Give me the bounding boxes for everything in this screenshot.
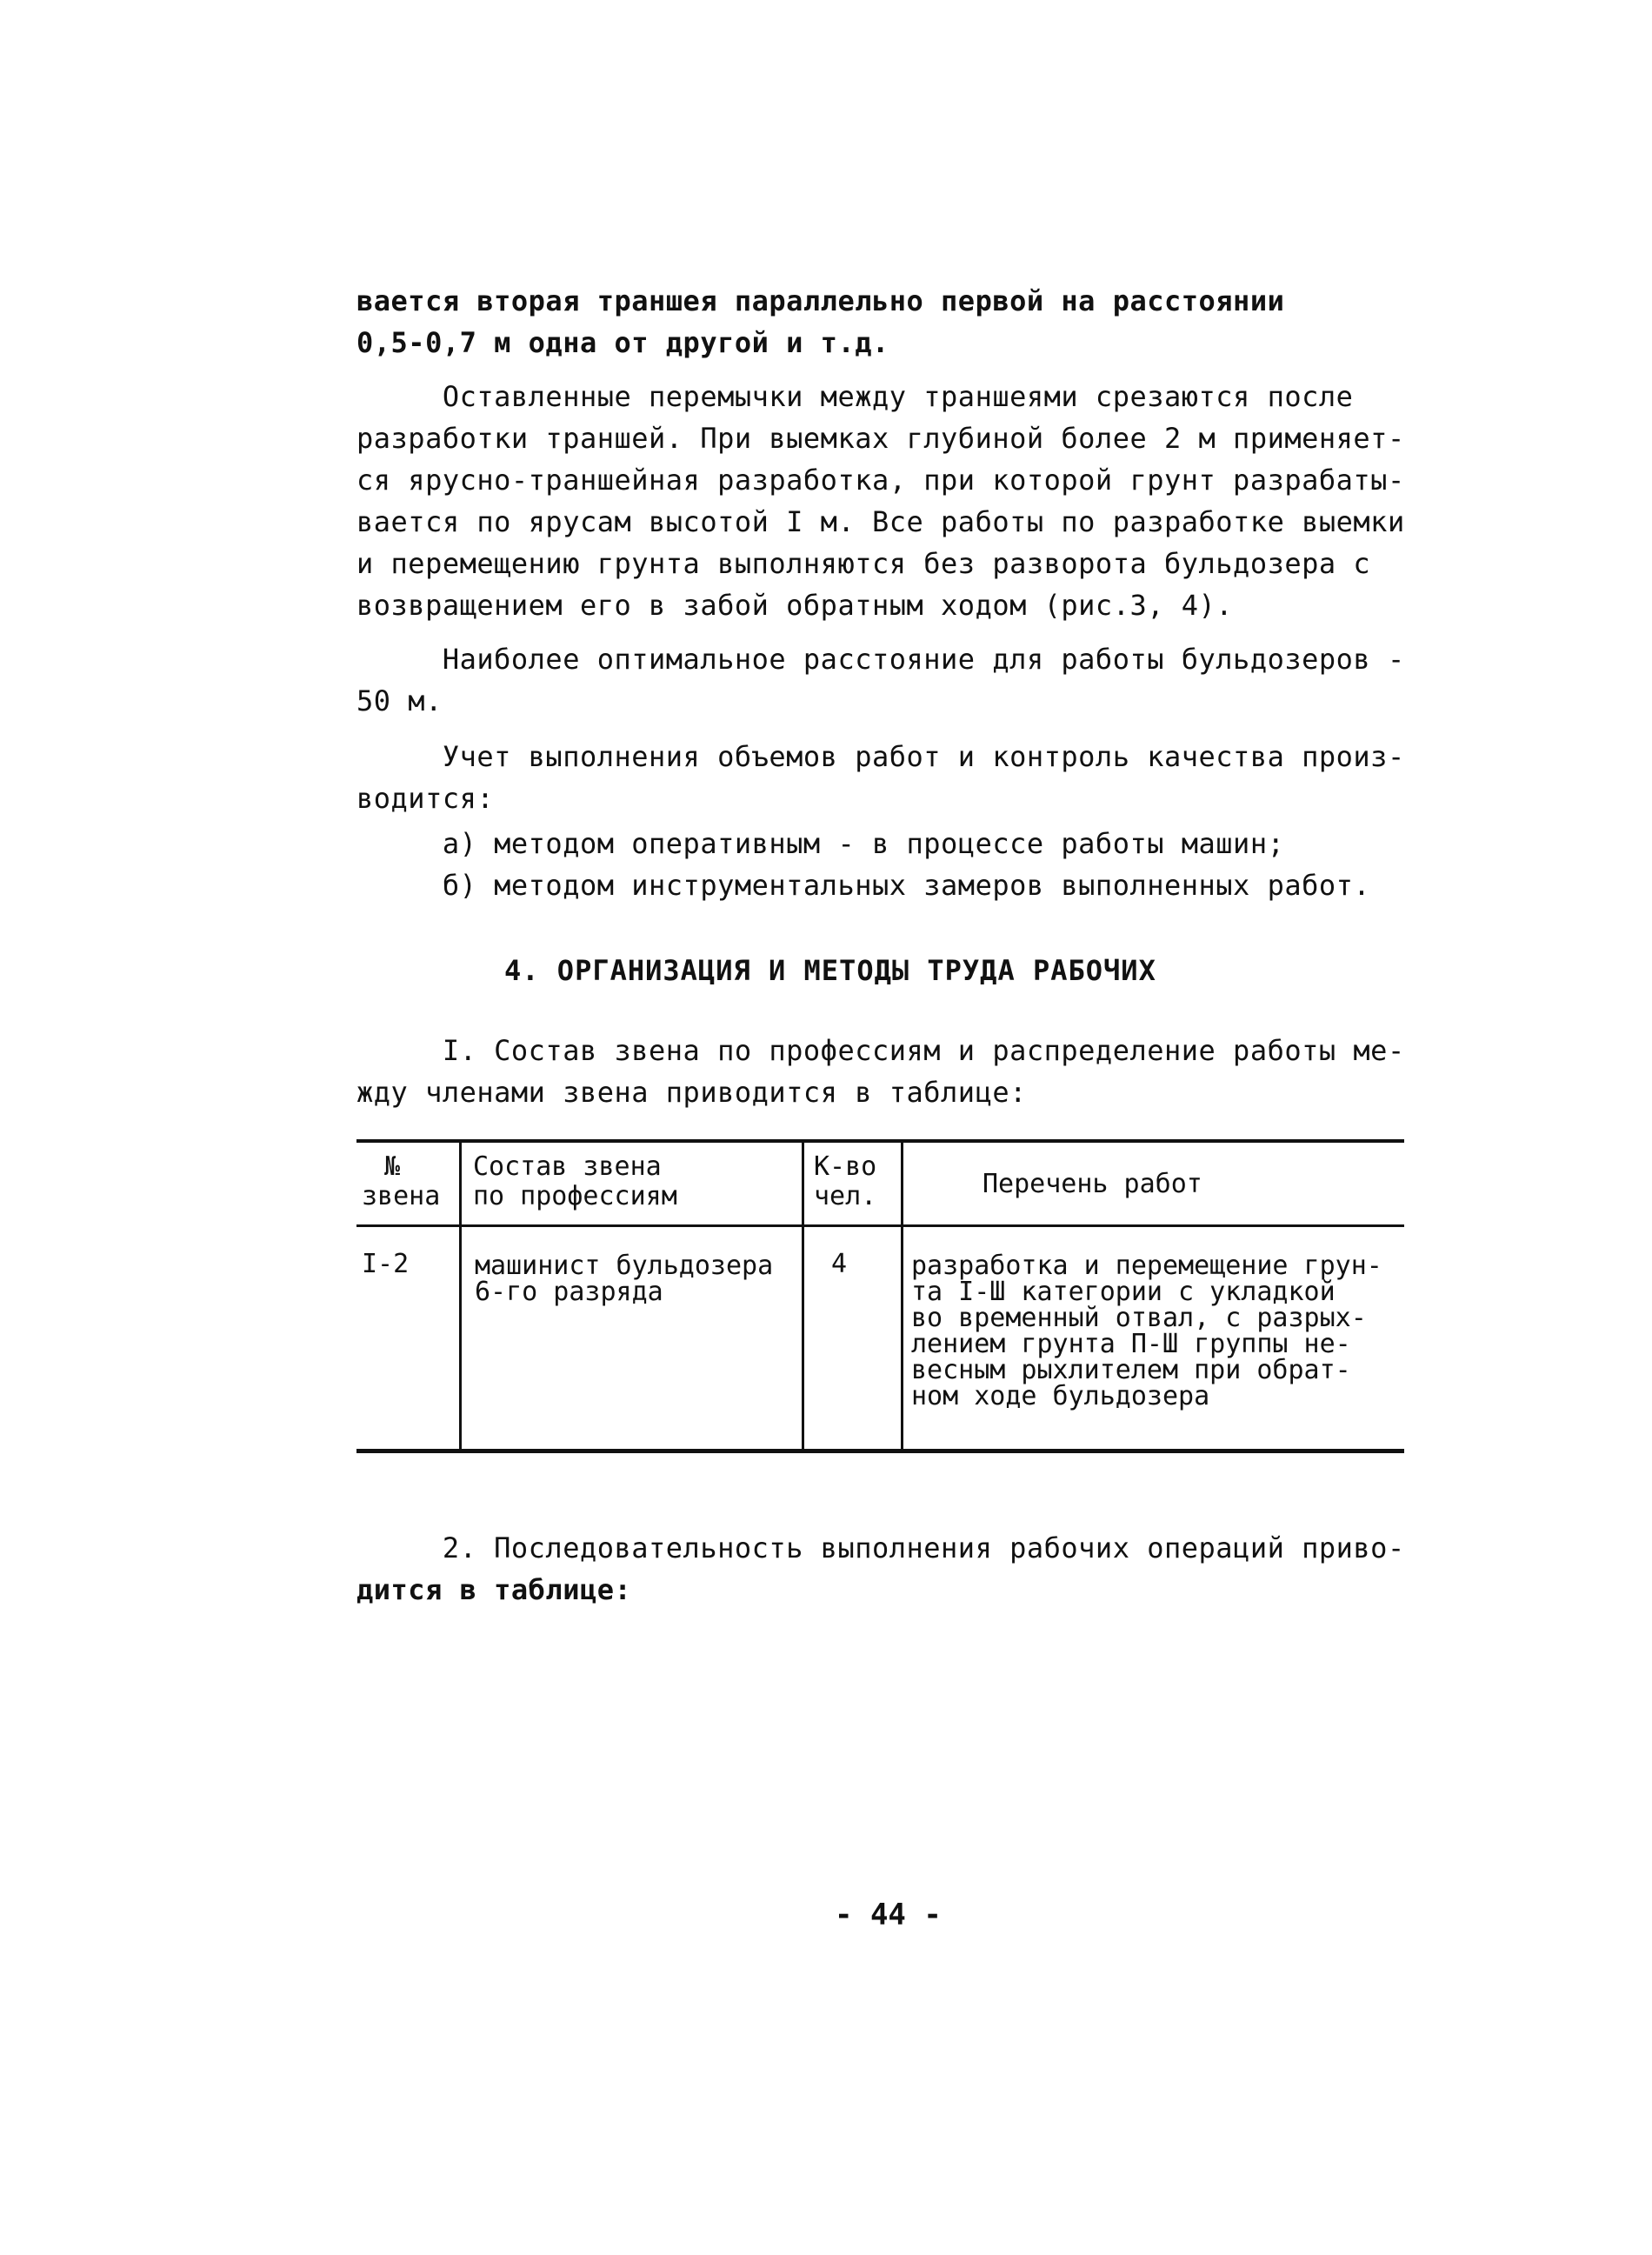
table-top-rule [356, 1139, 1404, 1143]
page-number: - 44 - [835, 1898, 942, 1932]
paragraph-4-line-2: водится: [356, 782, 495, 815]
crew-table [356, 1139, 1404, 1454]
row-work-line-3: во временный отвал, с разрых- [911, 1303, 1367, 1333]
row-number: I-2 [362, 1249, 410, 1279]
row-composition-line-2: 6-го разряда [475, 1277, 663, 1307]
paragraph-2-line-1: Оставленные перемычки между траншеями срезаются после [356, 380, 1354, 413]
row-work-line-4: лением грунта П-Ш группы не- [911, 1329, 1351, 1359]
paragraph-2-line-3: ся ярусно-траншейная разработка, при которой грунт разрабаты- [356, 464, 1405, 497]
table-bottom-rule [356, 1449, 1404, 1453]
table-column-divider [901, 1139, 903, 1453]
item-1-line-1: I. Состав звена по профессиям и распределение работы ме- [356, 1034, 1405, 1067]
paragraph-2-line-4: вается по ярусам высотой I м. Все работы по разработке выемки [356, 505, 1405, 538]
row-work-line-2: та I-Ш категории с укладкой [911, 1277, 1336, 1307]
paragraph-4-line-1: Учет выполнения объемов работ и контроль качества произ- [356, 740, 1405, 773]
row-work-line-6: ном ходе бульдозера [911, 1381, 1210, 1411]
paragraph-3-line-2: 50 м. [356, 684, 443, 717]
paragraph-2-line-2: разработки траншей. При выемках глубиной более 2 м применяет- [356, 422, 1405, 455]
paragraph-2-line-5: и перемещению грунта выполняются без разворота бульдозера с [356, 547, 1371, 580]
paragraph-3-line-1: Наиболее оптимальное расстояние для работы бульдозеров - [356, 643, 1405, 676]
header-work-list: Перечень работ [983, 1169, 1202, 1199]
row-work-line-5: весным рыхлителем при обрат- [911, 1355, 1351, 1385]
header-composition-line-1: Состав звена [473, 1151, 662, 1182]
item-2-line-2: дится в таблице: [356, 1573, 632, 1606]
header-count-line-2: чел. [814, 1181, 877, 1211]
item-1-line-2: жду членами звена приводится в таблице: [356, 1076, 1027, 1109]
list-item-a: а) методом оперативным - в процессе работы машин; [356, 827, 1285, 860]
header-number-line-1: № [384, 1151, 401, 1182]
header-count-line-1: К-во [814, 1151, 877, 1182]
table-column-divider [802, 1139, 804, 1453]
item-2-line-1: 2. Последовательность выполнения рабочих операций приво- [356, 1531, 1405, 1564]
row-count: 4 [831, 1249, 848, 1279]
row-composition-line-1: машинист бульдозера [475, 1251, 774, 1281]
section-heading: 4. ОРГАНИЗАЦИЯ И МЕТОДЫ ТРУДА РАБОЧИХ [504, 954, 1156, 987]
row-work-line-1: разработка и перемещение грун- [911, 1251, 1382, 1281]
paragraph-2-line-6: возвращением его в забой обратным ходом (рис.3, 4). [356, 589, 1234, 622]
list-item-b: б) методом инструментальных замеров выполненных работ. [356, 869, 1371, 902]
header-composition-line-2: по профессиям [473, 1181, 677, 1211]
table-column-divider [459, 1139, 462, 1453]
paragraph-1-line-2: 0,5-0,7 м одна от другой и т.д. [356, 326, 889, 359]
table-header-rule [356, 1224, 1404, 1227]
header-number-line-2: звена [362, 1181, 441, 1211]
paragraph-1-line-1: вается вторая траншея параллельно первой на расстоянии [356, 284, 1285, 317]
